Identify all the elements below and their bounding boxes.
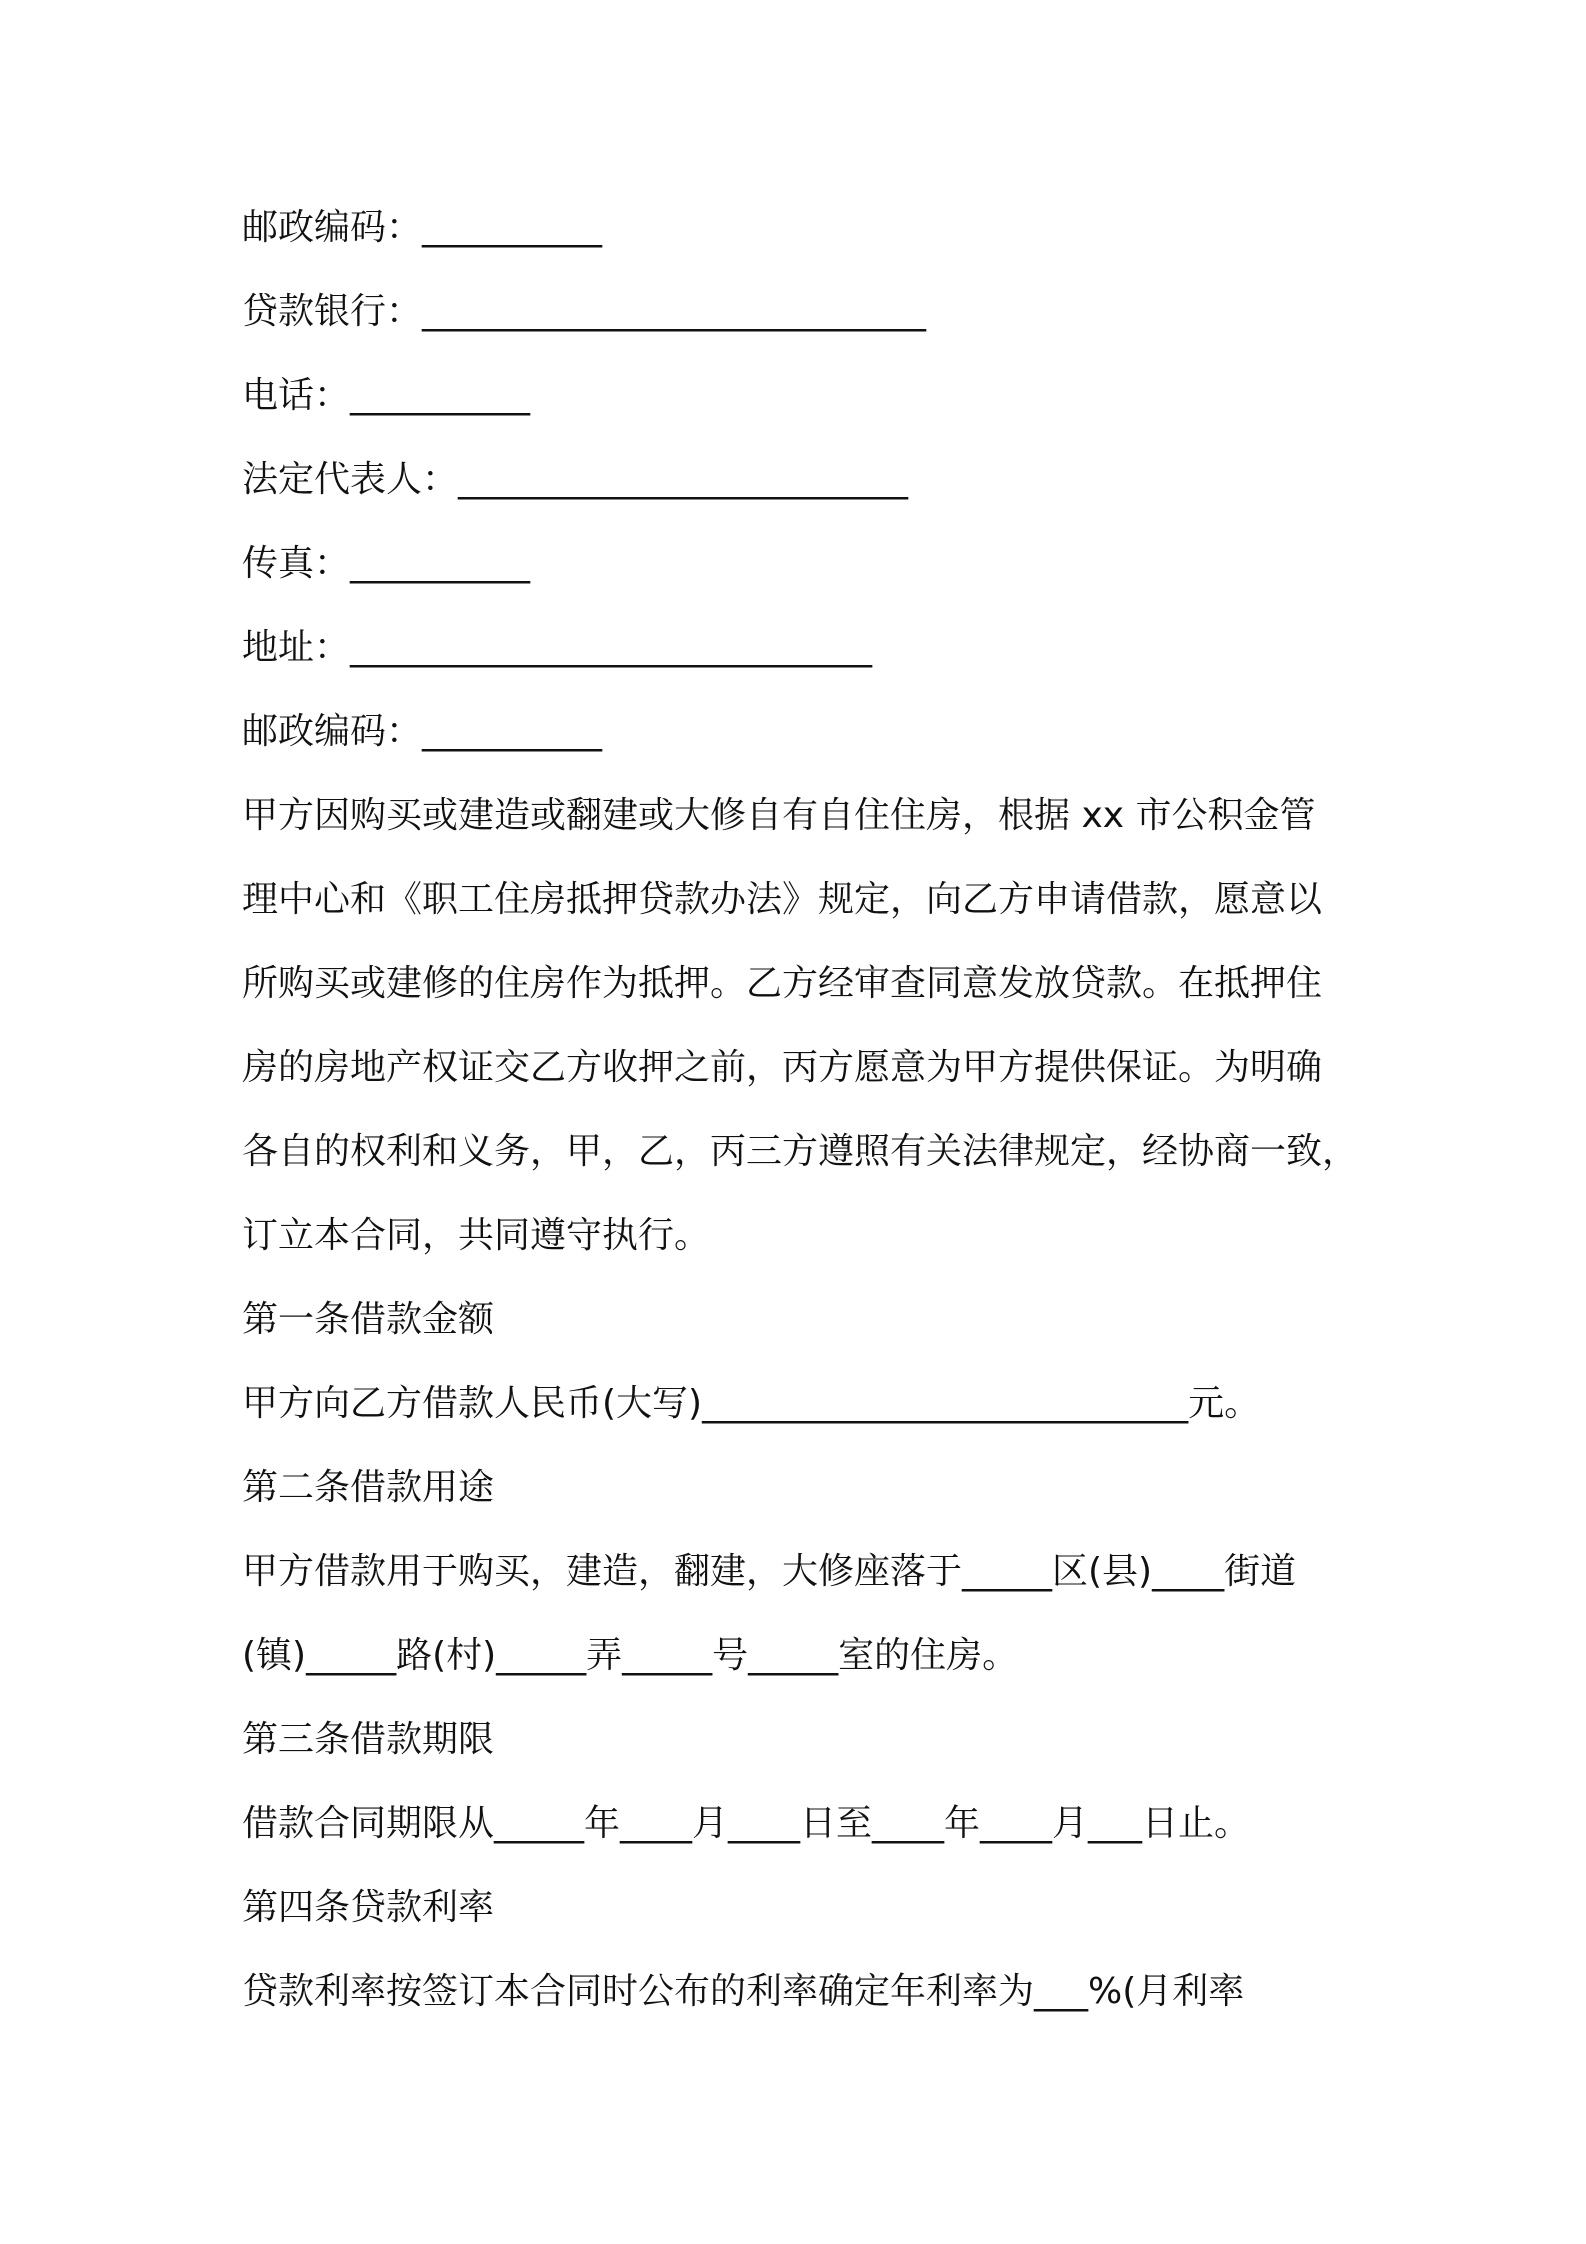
article-2-body-line-1: 甲方借款用于购买，建造，翻建，大修座落于_____区(县)____街道 <box>242 1551 1297 1592</box>
article-2-heading: 第二条借款用途 <box>242 1467 495 1508</box>
preamble-line-2: 理中心和《职工住房抵押贷款办法》规定，向乙方申请借款，愿意以 <box>242 879 1323 920</box>
preamble-line-5: 各自的权利和义务，甲，乙，丙三方遵照有关法律规定，经协商一致， <box>242 1131 1359 1172</box>
legal-representative-line: 法定代表人：_________________________ <box>242 459 909 500</box>
article-1-body: 甲方向乙方借款人民币(大写)___________________________元。 <box>242 1383 1261 1424</box>
article-3-heading: 第三条借款期限 <box>242 1719 495 1760</box>
article-1-heading: 第一条借款金额 <box>242 1299 495 1340</box>
phone-line: 电话：__________ <box>242 375 531 416</box>
lending-bank-line: 贷款银行：____________________________ <box>242 291 927 332</box>
article-4-heading: 第四条贷款利率 <box>242 1887 495 1928</box>
postal-code-line-2: 邮政编码：__________ <box>242 711 603 752</box>
preamble-line-3: 所购买或建修的住房作为抵押。乙方经审查同意发放贷款。在抵押住 <box>242 963 1323 1004</box>
article-4-body-line-1: 贷款利率按签订本合同时公布的利率确定年利率为___%(月利率 <box>242 1971 1245 2012</box>
address-line: 地址：_____________________________ <box>242 627 873 668</box>
preamble-line-6: 订立本合同，共同遵守执行。 <box>242 1215 711 1256</box>
preamble-line-1: 甲方因购买或建造或翻建或大修自有自住住房，根据 xx 市公积金管 <box>242 795 1316 836</box>
preamble-line-4: 房的房地产权证交乙方收押之前，丙方愿意为甲方提供保证。为明确 <box>242 1047 1323 1088</box>
fax-line: 传真：__________ <box>242 543 531 584</box>
postal-code-line-1: 邮政编码：__________ <box>242 207 603 248</box>
article-2-body-line-2: (镇)_____路(村)_____弄_____号_____室的住房。 <box>242 1635 1019 1676</box>
article-3-body: 借款合同期限从_____年____月____日至____年____月___日止。 <box>242 1803 1251 1844</box>
